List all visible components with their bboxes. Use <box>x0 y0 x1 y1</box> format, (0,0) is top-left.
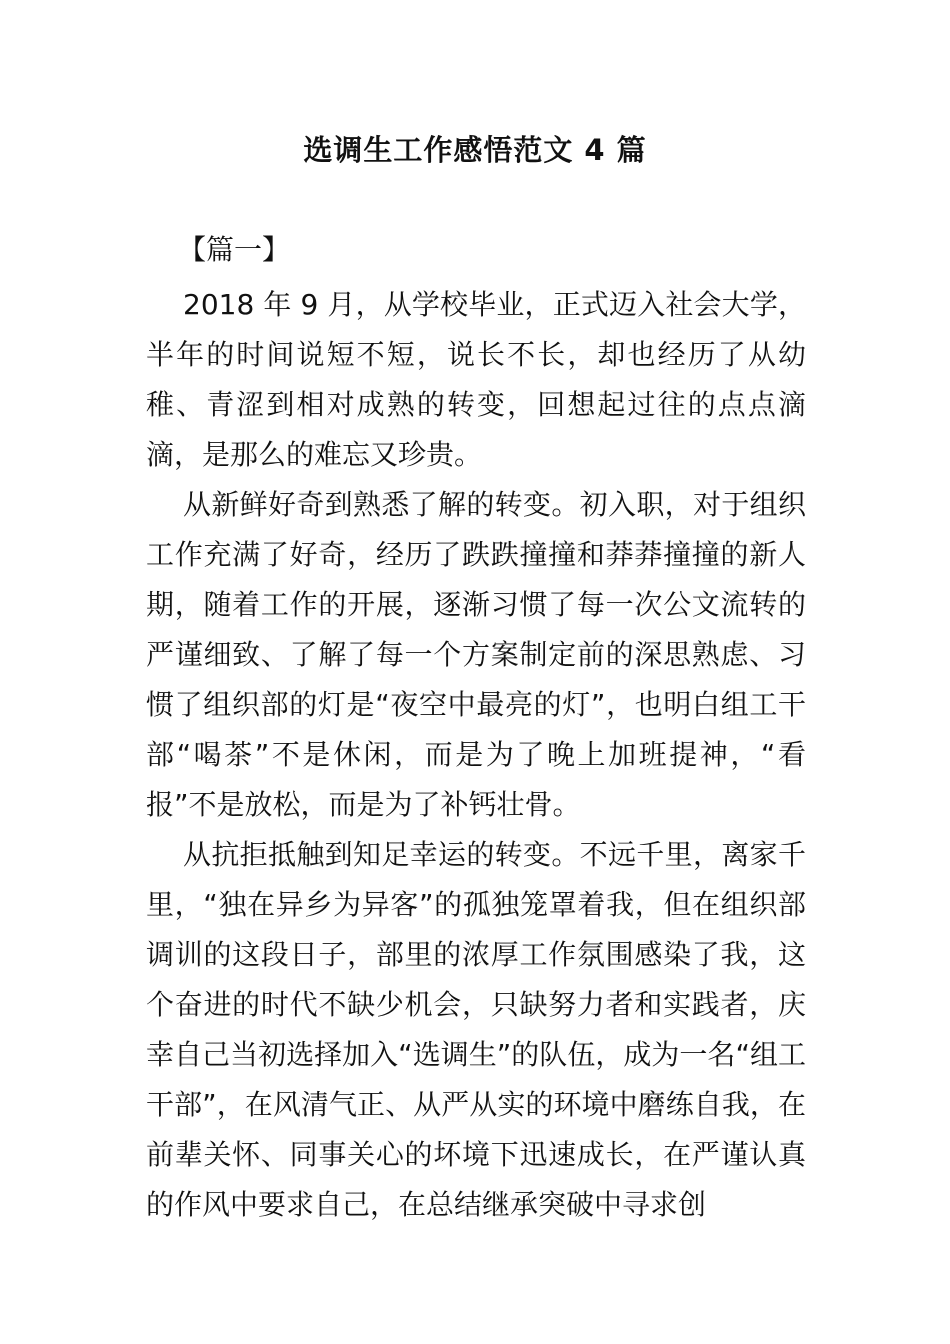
document-title: 选调生工作感悟范文 4 篇 <box>303 133 647 167</box>
section-heading: 【篇一】 <box>178 233 291 266</box>
paragraph-3: 从抗拒抵触到知足幸运的转变。不远千里，离家千里，“独在异乡为异客”的孤独笼罩着我，但在组织部调训的这段日子，部里的浓厚工作氛围感染了我，这个奋进的时代不缺少机会，只缺努力者和实践者，庆幸自己当初选择加入“选调生”的队伍，成为一名“组工干部”，在风清气正、从严从实的环境中磨练自我，在前辈关怀、同事关心的坏境下迅速成长，在严谨认真的作风中要求自己，在总结继承突破中寻求创 <box>146 838 806 1221</box>
document-body <box>146 280 806 1230</box>
paragraph-1: 2018 年 9 月，从学校毕业，正式迈入社会大学，半年的时间说短不短，说长不长，却也经历了从幼稚、青涩到相对成熟的转变，回想起过往的点点滴滴，是那么的难忘又珍贵。 <box>146 288 806 471</box>
paragraph-2: 从新鲜好奇到熟悉了解的转变。初入职，对于组织工作充满了好奇，经历了跌跌撞撞和莽莽撞撞的新人期，随着工作的开展，逐渐习惯了每一次公文流转的严谨细致、了解了每一个方案制定前的深思熟虑、习惯了组织部的灯是“夜空中最亮的灯”，也明白组工干部“喝茶”不是休闲，而是为了晚上加班提神，“看报”不是放松，而是为了补钙壮骨。 <box>146 488 806 821</box>
